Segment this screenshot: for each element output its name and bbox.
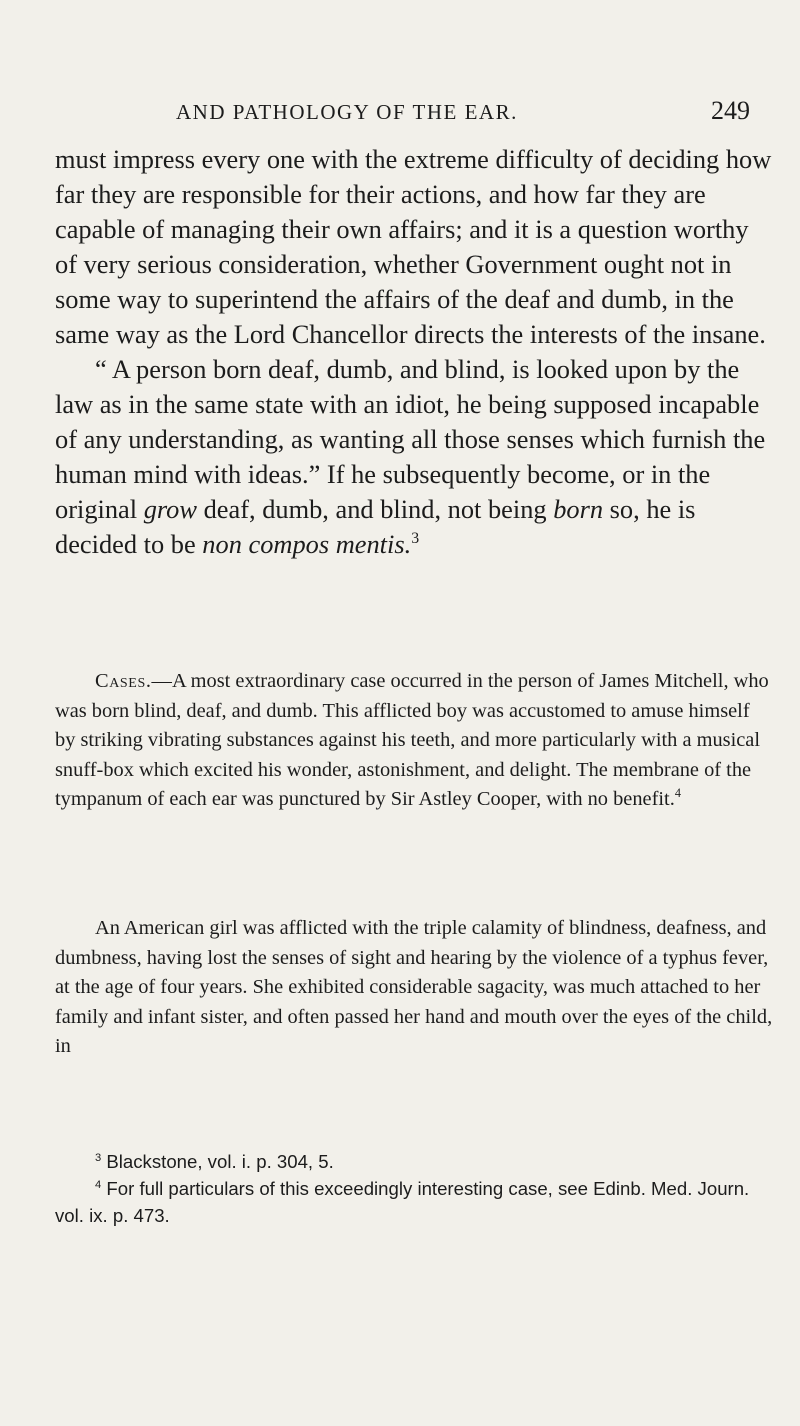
italic-born: born xyxy=(553,494,604,524)
case-james-mitchell xyxy=(55,667,773,815)
italic-grow: grow xyxy=(143,494,197,524)
case-1-text: —A most extraordinary case occurred in the person of James Mitchell, who was born blind, deaf, and dumb. This afflicted boy was accustomed to amuse himself by striking vibrating substances against his teeth, and more particularly with a musical snuff-box which excited his wonder, astonishment, and delight. The membrane of the tympanum of each ear was punctured by Sir Astley Cooper, with no benefit. xyxy=(55,670,769,811)
page-number: 249 xyxy=(711,96,750,125)
footnote-ref-4: 4 xyxy=(674,786,681,801)
main-text xyxy=(55,142,773,562)
footnote-marker: 4 xyxy=(95,1178,102,1191)
paragraph-2-text-c: so, he is decided to be xyxy=(55,494,696,559)
footnotes xyxy=(55,1148,773,1229)
footnote-marker: 3 xyxy=(95,1151,102,1164)
paragraph-2-text-a: “ A person born deaf, dumb, and blind, is looked upon by the law as in the same state with an idiot, he being supposed incapable of any understanding, as wanting all those senses which furnish the human mind with ideas.” If he subsequently become, or in the original xyxy=(55,354,766,524)
paragraph-2 xyxy=(55,352,773,562)
footnote-3 xyxy=(55,1148,773,1175)
running-head: AND PATHOLOGY OF THE EAR. xyxy=(176,100,518,124)
footnote-text: Blackstone, vol. i. p. 304, 5. xyxy=(106,1151,334,1172)
footnote-4 xyxy=(55,1175,773,1229)
italic-non-compos-mentis: non compos mentis. xyxy=(202,529,412,559)
paragraph-1: must impress every one with the extreme difficulty of deciding how far they are responsible for their actions, and how far they are capable of managing their own affairs; and it is a question worthy of very serious consideration, whether Government ought not in some way to superintend the affairs of the deaf and dumb, in the same way as the Lord Chancellor directs the interests of the insane. xyxy=(55,144,772,349)
paragraph-2-text-b: deaf, dumb, and blind, not being xyxy=(196,494,554,524)
footnote-text: For full particulars of this exceedingly interesting case, see Edinb. Med. Journ. vol. ix. p. 473. xyxy=(55,1178,750,1226)
case-2-text: An American girl was afflicted with the triple calamity of blindness, deafness, and dumbness, having lost the senses of sight and hearing by the violence of a typhus fever, at the age of four years. She exhibited considerable sagacity, was much attached to her family and infant sister, and often passed her hand and mouth over the eyes of the child, in xyxy=(55,917,773,1058)
cases-heading: Cases. xyxy=(95,670,152,692)
case-american-girl xyxy=(55,914,773,1062)
footnote-ref-3: 3 xyxy=(411,530,420,548)
